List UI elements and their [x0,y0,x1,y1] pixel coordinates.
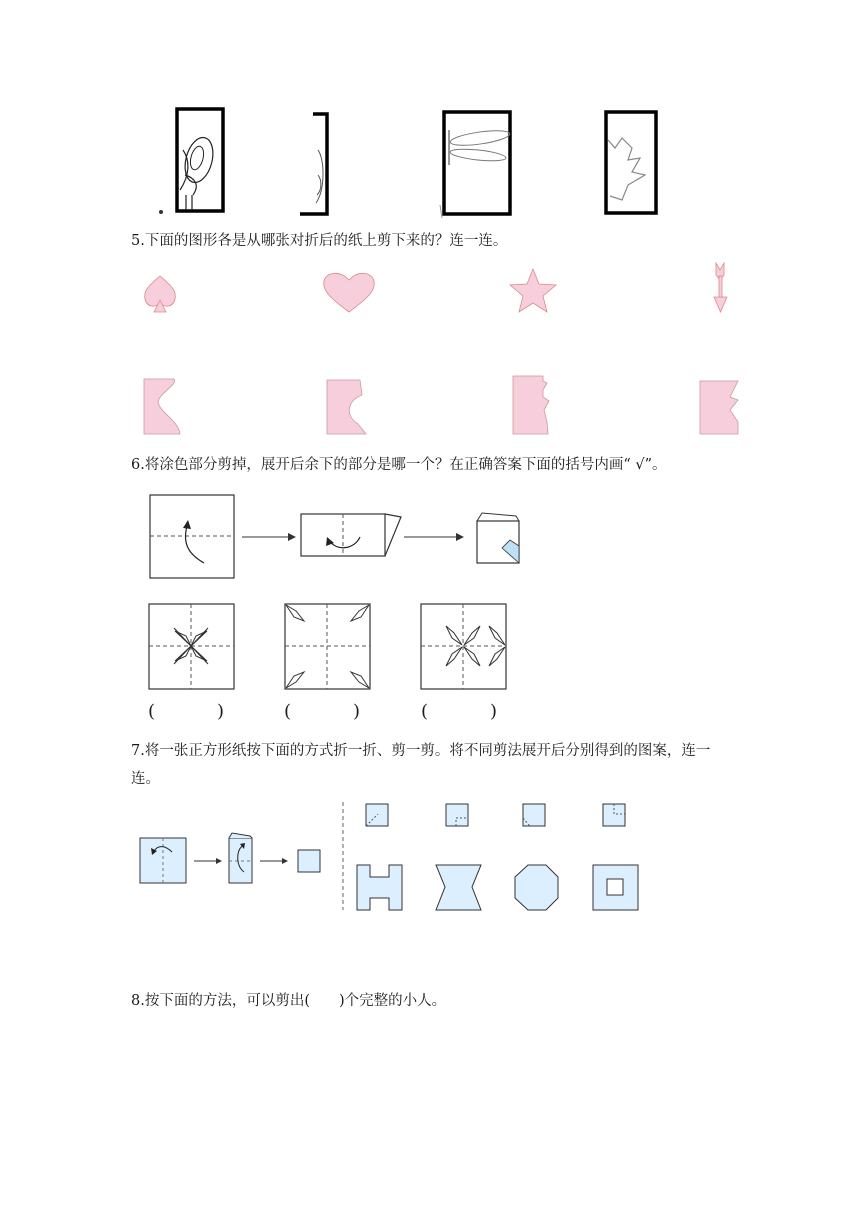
q6-option-a[interactable] [149,604,234,689]
q7-half-fold [229,833,252,883]
folded-paper-leaf [606,112,656,213]
folded-paper-mushroom [300,114,327,214]
question-7-line-1: 7.将一张正方形纸按下面的方式折一折、剪一剪。将不同剪法展开后分别得到的图案，连一 [131,743,711,759]
folded-half-spade[interactable] [144,379,180,434]
q7-arrow-2 [260,858,288,864]
q7-cut-method-4[interactable] [603,804,625,826]
q7-square-paper [140,838,186,883]
answer-bracket-c[interactable] [421,701,497,722]
question-8: 8.按下面的方法，可以剪出( )个完整的小人。 [131,993,447,1009]
arrow-right-1 [242,533,296,541]
pink-spade-shape[interactable] [145,276,176,312]
q7-arrow-1 [194,858,222,864]
question-5: 5.下面的图形各是从哪张对折后的纸上剪下来的？连一连。 [131,233,508,249]
q7-pattern-h-shape[interactable] [357,865,402,910]
arrow-right-2 [404,533,464,541]
pink-star-shape[interactable] [510,269,556,312]
pink-heart-shape[interactable] [324,273,375,312]
q7-pattern-bowtie[interactable] [436,865,481,910]
folded-half-heart[interactable] [327,380,366,434]
answer-bracket-b[interactable] [284,701,360,722]
q7-cut-method-2[interactable] [446,804,468,826]
question-7-line-2: 连。 [131,771,160,787]
q7-pattern-square-hole[interactable] [593,865,638,910]
paren-open: ( [421,701,429,722]
q6-quarter-fold [477,513,519,563]
question-6: 6.将涂色部分剪掉，展开后余下的部分是哪一个？在正确答案下面的括号内画“ √”。 [131,457,667,473]
paren-close: ) [217,701,225,722]
q7-cut-method-1[interactable] [366,804,388,826]
q7-quarter-fold [298,850,320,872]
folded-paper-butterfly [159,109,223,214]
q7-cut-method-3[interactable] [523,804,545,826]
q7-pattern-octagon[interactable] [515,865,558,910]
folded-half-star[interactable] [513,376,549,434]
answer-bracket-a[interactable] [148,701,224,722]
folded-paper-dragonfly [440,112,511,218]
q6-square-paper [150,495,234,578]
paren-open: ( [284,701,292,722]
paren-open: ( [148,701,156,722]
paren-close: ) [490,701,498,722]
q6-half-fold [301,514,401,556]
q6-option-b[interactable] [285,604,370,689]
pink-arrow-shape[interactable] [714,263,727,312]
q6-option-c[interactable] [421,604,506,689]
folded-half-arrow[interactable] [700,381,738,434]
paren-close: ) [353,701,361,722]
